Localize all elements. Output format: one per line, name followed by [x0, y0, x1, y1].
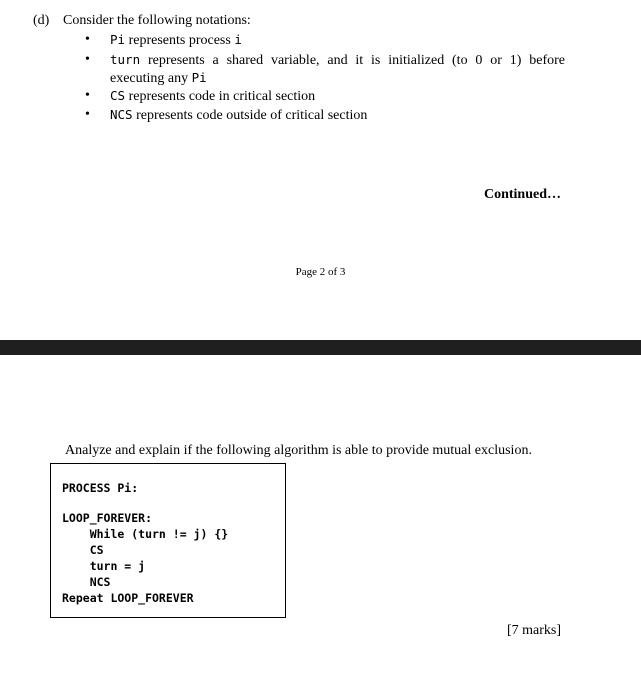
list-item [85, 87, 565, 105]
notation-text: represents process [125, 33, 235, 48]
question-label: (d) [33, 13, 50, 28]
marks-label: [7 marks] [506, 623, 561, 638]
bullet-icon: • [85, 107, 90, 122]
list-item [85, 31, 565, 49]
code-line: CS [62, 543, 104, 557]
notation-term2: Pi [191, 70, 207, 85]
page-divider [0, 340, 641, 355]
code-line: PROCESS Pi: [62, 481, 139, 495]
notation-text: represents a shared variable, and it is initialized (to 0 or 1) before executing any [110, 53, 565, 86]
bullet-icon: • [85, 52, 90, 67]
code-line: Repeat LOOP_FOREVER [62, 591, 194, 605]
code-line: turn = j [62, 559, 146, 573]
notation-term: Pi [110, 32, 126, 47]
notation-text: represents code outside of critical section [132, 108, 368, 123]
page-lower [0, 355, 641, 679]
notation-term: NCS [110, 107, 133, 122]
page-number: Page 2 of 3 [295, 266, 346, 278]
code-line: NCS [62, 575, 111, 589]
notation-text: represents code in critical section [125, 89, 316, 104]
notation-term: turn [110, 52, 141, 67]
continued-label: Continued… [483, 187, 561, 202]
notation-term2: i [234, 32, 242, 47]
list-item [85, 106, 565, 124]
notation-list [85, 31, 565, 124]
instruction-text: Analyze and explain if the following algorithm is able to provide mutual exclusion. [65, 443, 532, 458]
bullet-icon: • [85, 32, 90, 47]
bullet-icon: • [85, 88, 90, 103]
notation-term: CS [110, 88, 126, 103]
code-line: LOOP_FOREVER: [62, 511, 153, 525]
code-line: While (turn != j) {} [62, 527, 229, 541]
list-item [85, 51, 565, 87]
code-block [50, 463, 286, 618]
question-intro: Consider the following notations: [63, 13, 251, 28]
